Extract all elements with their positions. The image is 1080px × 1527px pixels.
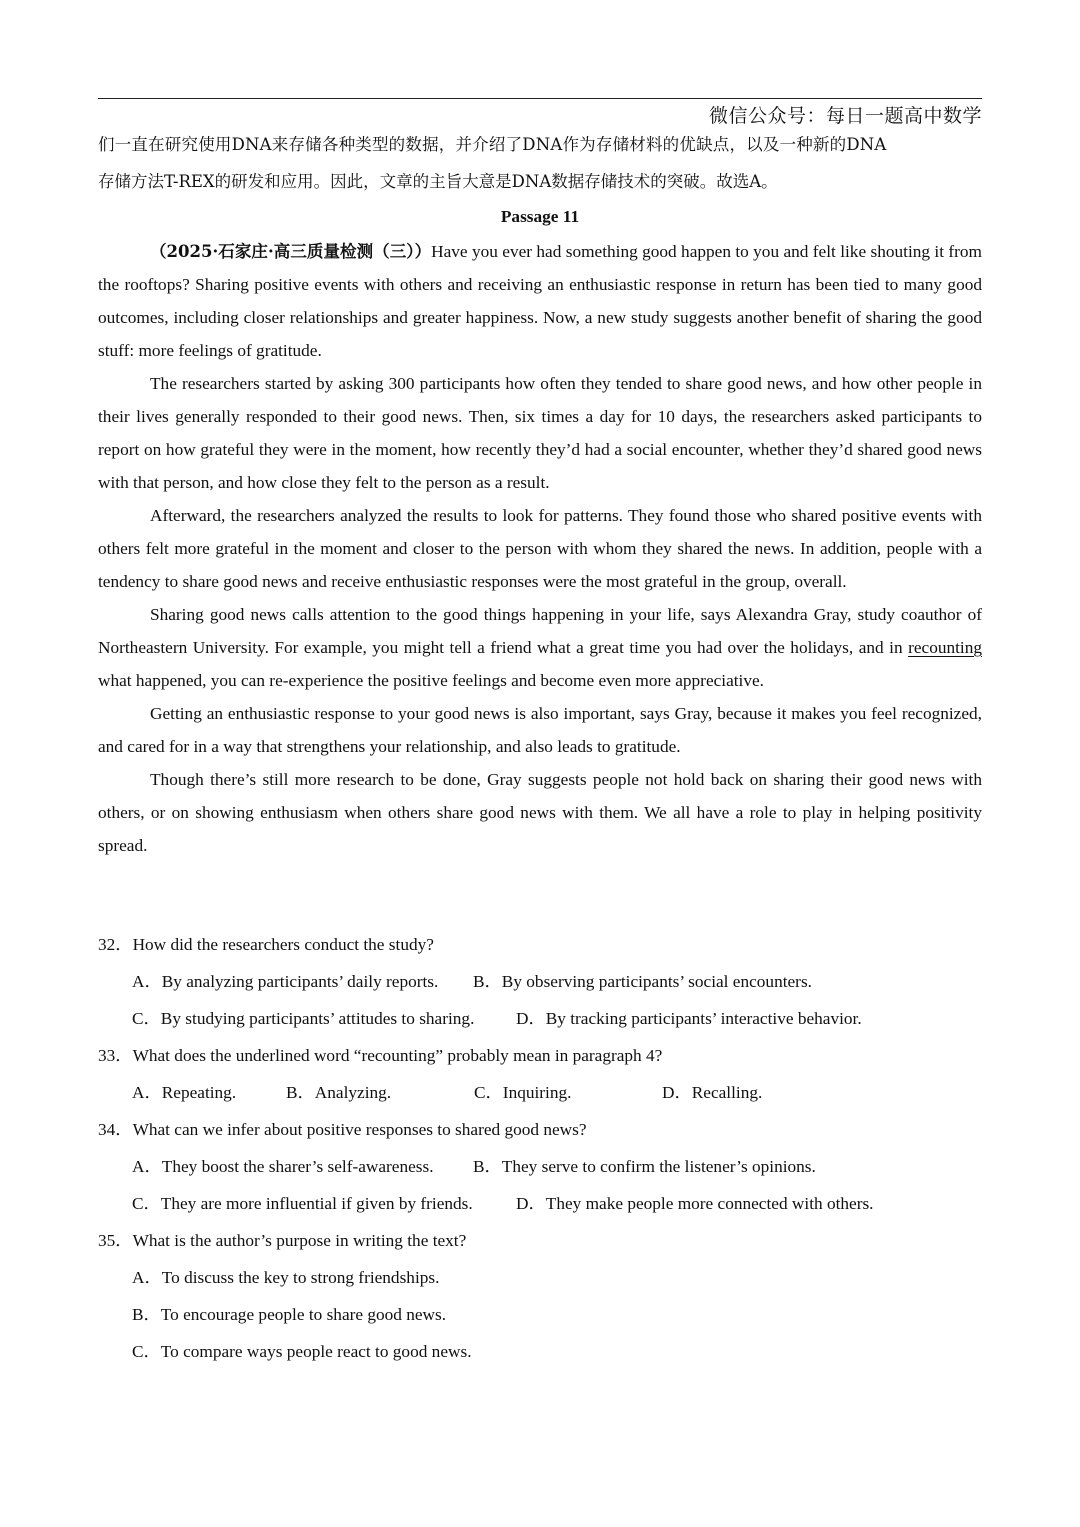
header-wechat-account: 微信公众号：每日一题高中数学 xyxy=(708,105,982,127)
question-32-option-d: D．By tracking participants’ interactive behavior. xyxy=(516,1009,862,1028)
intro-line-2: 存储方法T-REX的研发和应用。因此，文章的主旨大意是DNA数据存储技术的突破。故选A。 xyxy=(98,172,778,191)
question-34-option-a: A．They boost the sharer’s self-awareness. xyxy=(132,1157,434,1176)
paragraph-1-text: Have you ever had something good happen to you and felt like shouting it from the rooftops? Sharing positive events with others and receiving an enthusiastic response in return has been tied to many good outcomes, including closer relationships and greater happiness. Now, a new study suggests another benefit of sharing the good stuff: more feelings of gratitude. xyxy=(98,242,982,360)
question-34-option-b: B．They serve to confirm the listener’s opinions. xyxy=(473,1157,816,1176)
question-32-option-c: C．By studying participants’ attitudes to sharing. xyxy=(132,1009,475,1028)
paragraph-4-part-b: what happened, you can re-experience the positive feelings and become even more appreciative. xyxy=(98,671,764,690)
question-32-stem: 32．How did the researchers conduct the study? xyxy=(98,935,434,954)
question-33-stem: 33．What does the underlined word “recounting” probably mean in paragraph 4? xyxy=(98,1046,663,1065)
question-34-option-c: C．They are more influential if given by friends. xyxy=(132,1194,473,1213)
paragraph-6: Though there’s still more research to be done, Gray suggests people not hold back on sharing their good news with others, or on showing enthusiasm when others share good news with them. We all have a role to play in helping positivity spread. xyxy=(98,770,982,855)
question-34-stem: 34．What can we infer about positive responses to shared good news? xyxy=(98,1120,587,1139)
intro-answer-explanation xyxy=(98,126,982,200)
question-33-option-c: C．Inquiring. xyxy=(474,1083,572,1102)
question-33-option-d: D．Recalling. xyxy=(662,1083,763,1102)
question-35-option-a: A．To discuss the key to strong friendships. xyxy=(132,1268,440,1287)
paragraph-3: Afterward, the researchers analyzed the results to look for patterns. They found those who shared positive events with others felt more grateful in the moment and closer to the person with whom they shared the news. In addition, people with a tendency to share good news and receive enthusiastic responses were the most grateful in the group, overall. xyxy=(98,506,982,591)
question-32-option-b: B．By observing participants’ social encounters. xyxy=(473,972,812,991)
question-33-option-b: B．Analyzing. xyxy=(286,1083,392,1102)
passage-title: Passage 11 xyxy=(500,207,580,226)
question-34-option-d: D．They make people more connected with others. xyxy=(516,1194,874,1213)
passage-source: （2025·石家庄·高三质量检测（三）） xyxy=(150,242,432,261)
paragraph-4-part-a: Sharing good news calls attention to the good things happening in your life, says Alexandra Gray, study coauthor of Northeastern University. For example, you might tell a friend what a great time you had over the holidays, and in xyxy=(98,605,982,657)
paragraph-4 xyxy=(98,598,982,697)
question-35-option-b: B．To encourage people to share good news. xyxy=(132,1305,447,1324)
paragraph-1 xyxy=(98,235,982,367)
passage-body xyxy=(98,235,982,862)
question-35-option-c: C．To compare ways people react to good news. xyxy=(132,1342,472,1361)
paragraph-2: The researchers started by asking 300 participants how often they tended to share good news, and how other people in their lives generally responded to their good news. Then, six times a day for 10 days, the researchers asked participants to report on how grateful they were in the moment, how recently they’d had a social encounter, whether they’d shared good news with that person, and how close they felt to the person as a result. xyxy=(98,374,982,492)
underlined-word: recounting xyxy=(908,638,982,657)
paragraph-5: Getting an enthusiastic response to your good news is also important, says Gray, because it makes you feel recognized, and cared for in a way that strengthens your relationship, and also leads to gratitude. xyxy=(98,704,982,756)
question-35-stem: 35．What is the author’s purpose in writing the text? xyxy=(98,1231,467,1250)
intro-line-1: 们一直在研究使用DNA来存储各种类型的数据，并介绍了DNA作为存储材料的优缺点，以及一种新的DNA xyxy=(98,135,887,154)
question-32-option-a: A．By analyzing participants’ daily reports. xyxy=(132,972,439,991)
header-rule xyxy=(98,98,982,99)
question-33-option-a: A．Repeating. xyxy=(132,1083,237,1102)
